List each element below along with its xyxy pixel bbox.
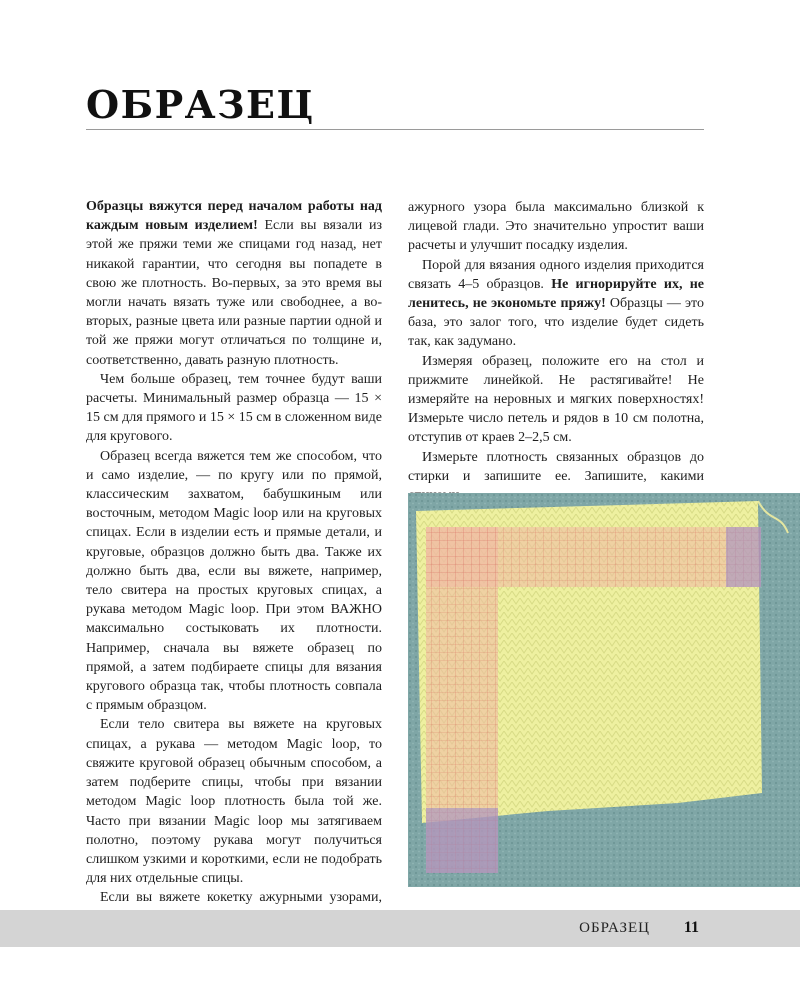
knitted-swatch-photo [408,493,800,887]
paragraph [408,256,704,352]
paragraph-text: Порой для вязания одного изделия приходится связать 4–5 образцов. [408,257,704,292]
paragraph: Измерьте плотность связанных образцов до стирки и запишите ее. Запишите, какими [408,449,704,484]
paragraph: Если вы вяжете кокетку ажурными узорами, [100,890,382,906]
page-title: ОБРАЗЕЦ [86,82,315,127]
bold-warning: Не игнорируйте их, не ленитесь, не экономьте пряжу! [408,276,704,312]
paragraph: Чем больше образец, тем точнее будут ваши расчеты. Минимальный размер образца — 15 × 15 см для прямого и 15 × 15 см в сложенном виде для кругового. [86,371,382,445]
paragraph-text: Образцы — это база, это залог того, что изделие будет сидеть так, как задумано. [408,296,704,350]
title-divider [86,129,704,130]
right-column [408,198,704,505]
ruler-end-horizontal [726,527,761,587]
paragraph: Измеряя образец, положите его на стол и прижмите линейкой. Не растягивайте! Не измеряйте на неровных и мягких поверхностях! Измерьте число петель и рядов в 10 см полотна, отступив от краев 2–2,5 см. [408,353,704,446]
footer-section-title: ОБРАЗЕЦ [579,920,650,936]
paragraph: ажурного узора была максимально близкой к лицевой глади. Это значительно упростит ваши расчеты и улучшит посадку изделия. [408,200,704,254]
paragraph [86,197,382,370]
bold-lead: Образцы вяжутся перед началом работы над каждым новым изделием! [86,199,382,234]
page-footer [0,910,800,947]
page-number: 11 [683,919,699,936]
paragraph: Если тело свитера вы вяжете на круговых спицах, а рукава — методом Magic loop, то свяжите круговой образец обычным способом, а затем подберите спицы, чтобы при вязании методом Magic loop плотность была той же. Часто при вязании Magic loop мы затягиваем полотно, поэтому рукава могут получиться слишком узкими и короткими, если не подобрать для них отдельные спицы. [86,717,382,887]
paragraph: Образец всегда вяжется тем же способом, что и само изделие, — по кругу или по прямой, классическим захватом, бабушкиным или восточным, методом Magic loop или на круговых спицах. Если в изделии есть и прямые детали, и круговые, образцов должно быть два. Также их должно быть два, если вы вяжете, например, тело свитера на простых круговых спицах, а рукава методом Magic loop. При этом ВАЖНО максимально состыковать их плотности. Например, сначала вы вяжете образец по прямой, а затем подбираете спицы для вязания кругового образца так, чтобы плотность совпала с прямым образцом. [86,448,382,714]
paragraph-text: Если вы вязали из этой же пряжи теми же спицами год назад, нет никакой гарантии, что сегодня вы попадете в свою же плотность. Во-первых, за это время вы могли начать вязать туже или свободнее, а во-вторых, разные цвета или разные партии одной и той же пряжи могут отличаться по толщине и, соответственно, давать разную плотность. [86,218,382,368]
ruler-end-vertical [426,808,498,873]
left-column [86,197,382,927]
